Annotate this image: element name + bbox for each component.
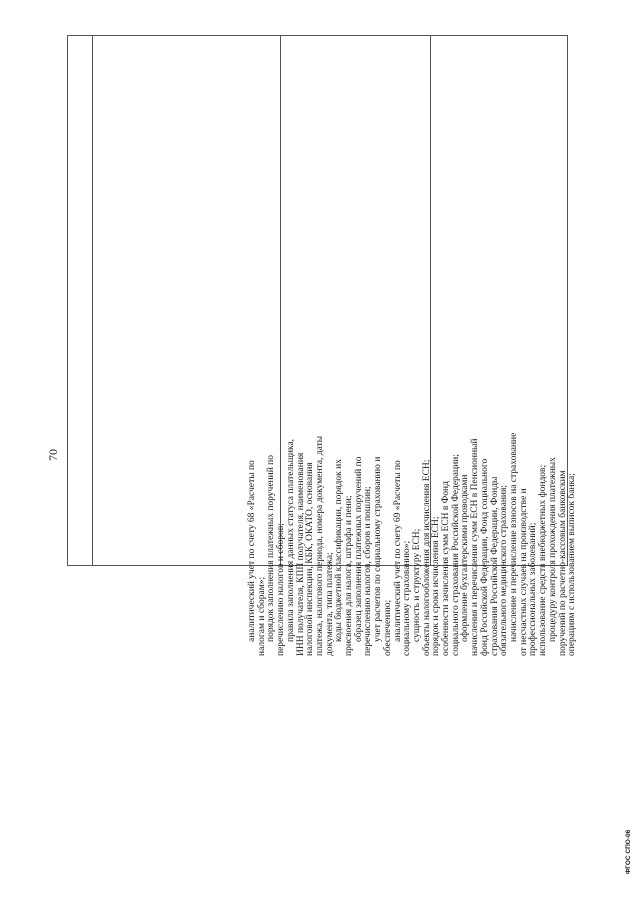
content-line: начисление и перечисление взносов на страхование [508,432,519,642]
page-number: 70 [46,449,60,461]
content-line: объекты налогообложения для исчисления ЕСН; [421,459,432,656]
content-line: фонд Российской Федерации, Фонд социального [479,458,490,656]
content-line: особенности зачисления сумм ЕСН в Фонд [441,481,452,656]
content-line: поручений по расчетно-кассовым банковским [557,470,568,656]
table-content-cell [246,129,578,660]
content-line: налогам и сборам»; [256,576,267,656]
content-line: начисления и перечисления сумм ЕСН в Пенсионный [470,438,481,656]
content-line: использование средств внебюджетных фондов; [538,464,549,656]
content-line: налоговой инспекции, КБК, ОКАТО, основания [305,462,316,656]
content-line: социальному страхованию»; [402,540,413,656]
content-line: ИНН получателя, КПП получателя, наименования [295,452,306,656]
content-line: социального страхования Российской Федерации; [450,454,461,656]
content-line: перечислению налогов, сборов и пошлин; [363,486,374,656]
content-line: от несчастных случаев на производстве и [518,488,529,656]
content-line: обязательного медицинского страхования; [499,485,510,656]
content-line: учет расчетов по социальному страхованию и [373,456,384,642]
content-line: порядок заполнения платежных поручений по [266,454,277,642]
content-line: оформление бухгалтерскими проводками [460,474,471,642]
content-line: перечислению налогов и сборов; [276,523,287,656]
table-column-divider [92,35,93,566]
content-line: образец заполнения платежных поручений по [353,456,364,642]
content-line: обеспечению; [382,599,393,656]
content-line: коды бюджетной классификации, порядок их [334,459,345,642]
content-line: порядок и сроки исчисления ЕСН; [431,516,442,656]
content-line: платежа, налогового периода, номера документа, даты [314,435,325,656]
content-line: аналитический учет по счету 69 «Расчеты по [392,460,403,642]
content-line: присвоения для налога, штрафа и пени; [344,495,355,656]
content-line: сущность и структуру ЕСН; [411,528,422,642]
content-line: процедуру контроля прохождения платежных [547,457,558,642]
footer-code: ФГОС СПО-06 [625,829,632,875]
content-line: операциям с использованием выписок банка; [567,473,578,656]
content-line: документа, типа платежа; [324,552,335,656]
content-line: страхования Российской Федерации, Фонды [489,476,500,656]
content-line: аналитический учет по счету 68 «Расчеты по [247,460,257,642]
content-line: профессиональных заболеваний; [528,522,539,656]
content-line: правила заполнения данных статуса плательщика, [285,438,296,642]
